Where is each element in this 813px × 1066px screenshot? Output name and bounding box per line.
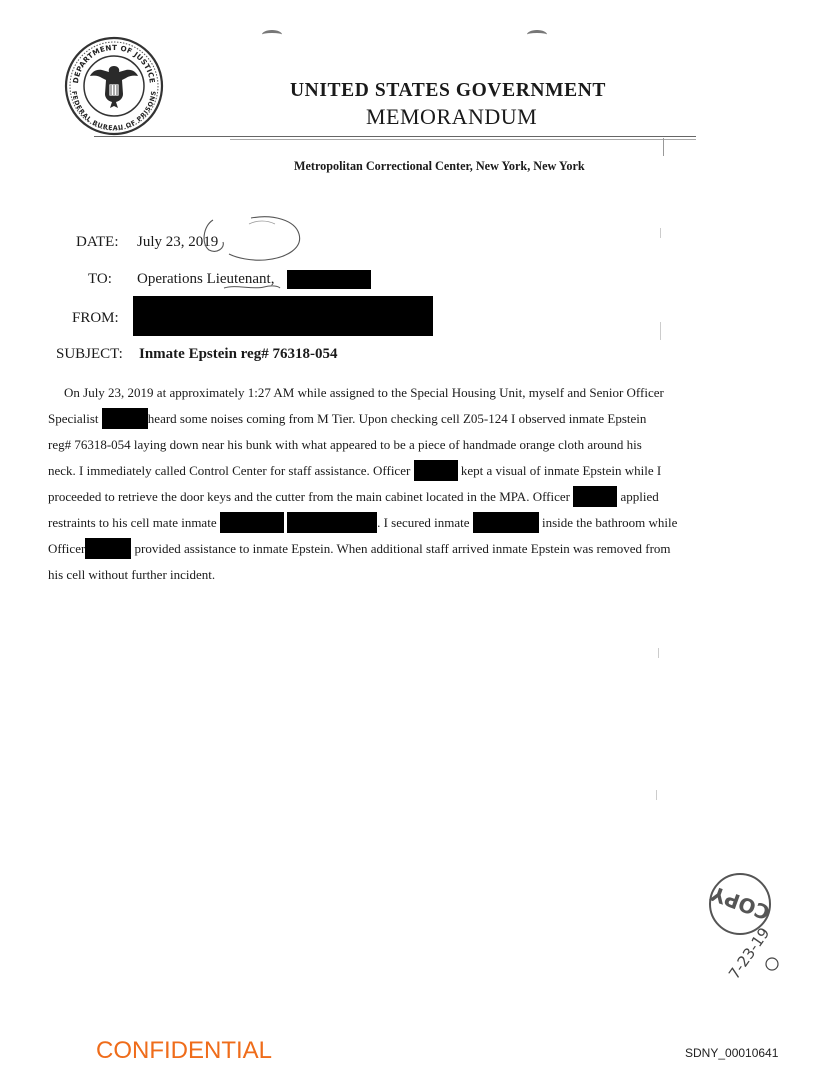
body-line-1: On July 23, 2019 at approximately 1:27 AM while assigned to the Special Housing Unit, myself and Senior Officer: [64, 385, 664, 400]
redaction-to-name: [287, 270, 371, 289]
memo-header-subtitle: MEMORANDUM: [366, 104, 538, 129]
body-line-4: [48, 458, 661, 484]
body-line-6-b: . I secured inmate: [377, 515, 470, 530]
body-line-2-a: Specialist: [48, 411, 99, 426]
from-label: FROM:: [72, 310, 119, 326]
redaction-officer-3: [85, 538, 131, 559]
handwritten-underline-mark: [222, 282, 282, 292]
stamp-copy-word: COPY: [707, 881, 774, 925]
redaction-specialist: [102, 408, 148, 429]
scan-mark: [656, 790, 657, 800]
bates-number: SDNY_00010641: [685, 1046, 779, 1060]
facility-name: Metropolitan Correctional Center, New York, New York: [294, 159, 585, 173]
body-line-6: [48, 510, 677, 536]
date-label: DATE:: [76, 234, 119, 250]
seal-icon: [64, 36, 164, 136]
seal-bottom-text: FEDERAL BUREAU OF PRISONS: [70, 90, 158, 133]
scan-mark: [660, 228, 661, 238]
body-line-5-b: applied: [620, 489, 659, 504]
memo-body: [48, 380, 720, 590]
redaction-from-name: [133, 296, 433, 336]
redaction-cellmate-1: [220, 512, 284, 533]
body-line-5: [48, 484, 659, 510]
punch-mark-right: [527, 30, 547, 39]
copy-stamp: [704, 868, 792, 980]
body-line-4-b: kept a visual of inmate Epstein while I: [460, 463, 662, 478]
body-line-3: reg# 76318-054 laying down near his bunk with what appeared to be a piece of handmade orange cloth around his: [48, 437, 642, 452]
scan-mark: [658, 648, 659, 658]
body-line-5-a: proceeded to retrieve the door keys and the cutter from the main cabinet located in the MPA. Officer: [48, 489, 570, 504]
subject-label: SUBJECT:: [56, 346, 123, 362]
memo-header-title: UNITED STATES GOVERNMENT: [290, 80, 606, 101]
body-line-7-b: provided assistance to inmate Epstein. When additional staff arrived inmate Epstein was removed from: [134, 541, 671, 556]
redaction-inmate: [473, 512, 539, 533]
scan-mark: [660, 322, 661, 340]
copy-stamp-icon: [704, 868, 792, 980]
to-label: TO:: [88, 271, 112, 287]
body-line-8: his cell without further incident.: [48, 567, 216, 582]
redaction-officer-1: [414, 460, 458, 481]
header-rule-secondary: [230, 139, 696, 140]
body-line-4-a: neck. I immediately called Control Center for staff assistance. Officer: [48, 463, 411, 478]
date-value: July 23, 2019: [137, 234, 219, 250]
stamp-handwritten-date: 7-23-19: [725, 924, 774, 980]
body-line-7: [48, 536, 671, 562]
redaction-cellmate-2: [287, 512, 377, 533]
to-value: Operations Lieutenant,: [137, 271, 275, 287]
eagle-icon: [90, 66, 138, 108]
redaction-officer-2: [573, 486, 617, 507]
body-line-7-a: Officer: [48, 541, 86, 556]
body-line-6-c: inside the bathroom while: [542, 515, 678, 530]
doj-bop-seal: [64, 36, 164, 136]
header-rule: [94, 136, 696, 137]
scan-mark: [663, 138, 664, 156]
handwritten-loop-mark: [195, 208, 310, 268]
subject-value: Inmate Epstein reg# 76318-054: [139, 346, 338, 362]
seal-top-text: DEPARTMENT OF JUSTICE: [71, 42, 157, 84]
body-line-6-a: restraints to his cell mate inmate: [48, 515, 217, 530]
body-line-2-b: heard some noises coming from M Tier. Upon checking cell Z05-124 I observed inmate Epstein: [147, 411, 647, 426]
body-line-2: [48, 406, 646, 432]
confidential-label: CONFIDENTIAL: [96, 1037, 273, 1064]
punch-mark-left: [262, 30, 282, 39]
